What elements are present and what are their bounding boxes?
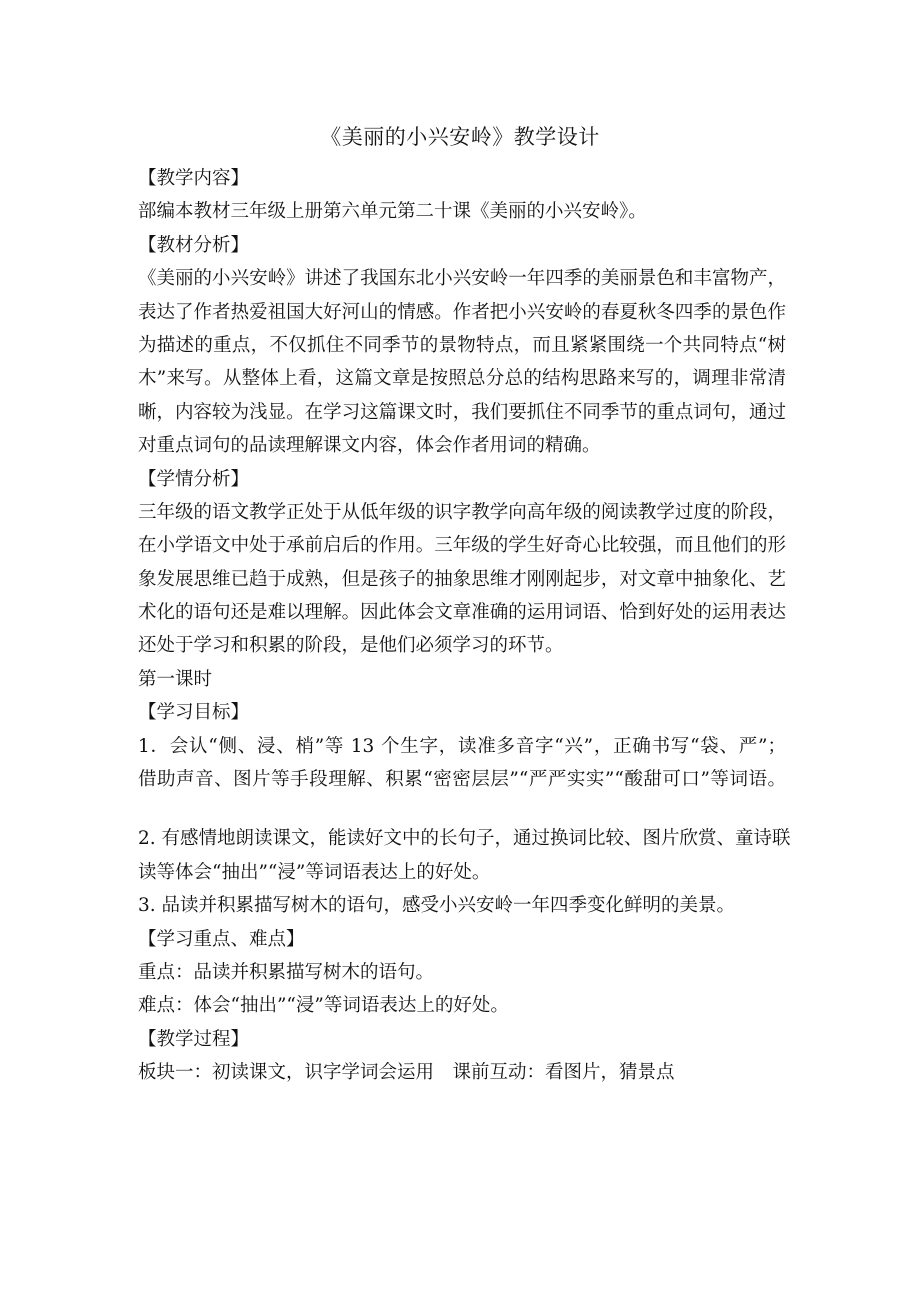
paragraph-line: 晰，内容较为浅显。在学习这篇课文时，我们要抓住不同季节的重点词句，通过 (138, 401, 786, 423)
goal-line: 借助声音、图片等手段理解、积累“密密层层”“严严实实”“酸甜可口”等词语。 (138, 769, 786, 791)
blank-gap (138, 796, 786, 822)
goal-line: 读等体会“抽出”“浸”等词语表达上的好处。 (138, 861, 491, 883)
heading-key-points: 【学习重点、难点】 (138, 928, 305, 950)
goal-line: 1．会认“侧、浸、梢”等 13 个生字，读准多音字“兴”，正确书写“袋、严”； (138, 735, 786, 757)
document-title: 《美丽的小兴安岭》教学设计 (320, 125, 600, 149)
paragraph-line: 对重点词句的品读理解课文内容，体会作者用词的精确。 (138, 435, 601, 457)
paragraph-line: 象发展思维已趋于成熟，但是孩子的抽象思维才刚刚起步，对文章中抽象化、艺 (138, 568, 786, 590)
goal-line: 2. 有感情地朗读课文，能读好文中的长句子，通过换词比较、图片欣赏、童诗联 (138, 828, 791, 850)
paragraph-line: 部编本教材三年级上册第六单元第二十课《美丽的小兴安岭》。 (138, 201, 647, 223)
paragraph-line: 三年级的语文教学正处于从低年级的识字教学向高年级的阅读教学过度的阶段， (138, 501, 786, 523)
paragraph-line: 《美丽的小兴安岭》讲述了我国东北小兴安岭一年四季的美丽景色和丰富物产， (138, 268, 786, 290)
paragraph-line: 术化的语句还是难以理解。因此体会文章准确的运用词语、恰到好处的运用表达 (138, 602, 786, 624)
paragraph-line: 为描述的重点，不仅抓住不同季节的景物特点，而且紧紧围绕一个共同特点“树 (138, 334, 786, 356)
process-line: 板块一：初读课文，识字学词会运用 课前互动：看图片，猜景点 (138, 1062, 675, 1084)
document-body (138, 162, 791, 1090)
paragraph-line: 表达了作者热爱祖国大好河山的情感。作者把小兴安岭的春夏秋冬四季的景色作 (138, 301, 786, 323)
paragraph-line: 木”来写。从整体上看，这篇文章是按照总分总的结构思路来写的，调理非常清 (138, 368, 786, 390)
paragraph-line: 在小学语文中处于承前启后的作用。三年级的学生好奇心比较强，而且他们的形 (138, 535, 786, 557)
heading-teaching-content: 【教学内容】 (138, 168, 250, 189)
paragraph-line: 还处于学习和积累的阶段，是他们必须学习的环节。 (138, 635, 564, 657)
heading-student-analysis: 【学情分析】 (138, 468, 250, 490)
key-point-line: 重点：品读并积累描写树木的语句。 (138, 961, 435, 983)
lesson-label: 第一课时 (138, 668, 213, 690)
heading-learning-goals: 【学习目标】 (138, 702, 250, 724)
difficulty-line: 难点：体会“抽出”“浸”等词语表达上的好处。 (138, 995, 509, 1017)
heading-teaching-process: 【教学过程】 (138, 1028, 250, 1050)
goal-line: 3. 品读并积累描写树木的语句，感受小兴安岭一年四季变化鲜明的美景。 (138, 895, 736, 917)
heading-textbook-analysis: 【教材分析】 (138, 234, 250, 256)
